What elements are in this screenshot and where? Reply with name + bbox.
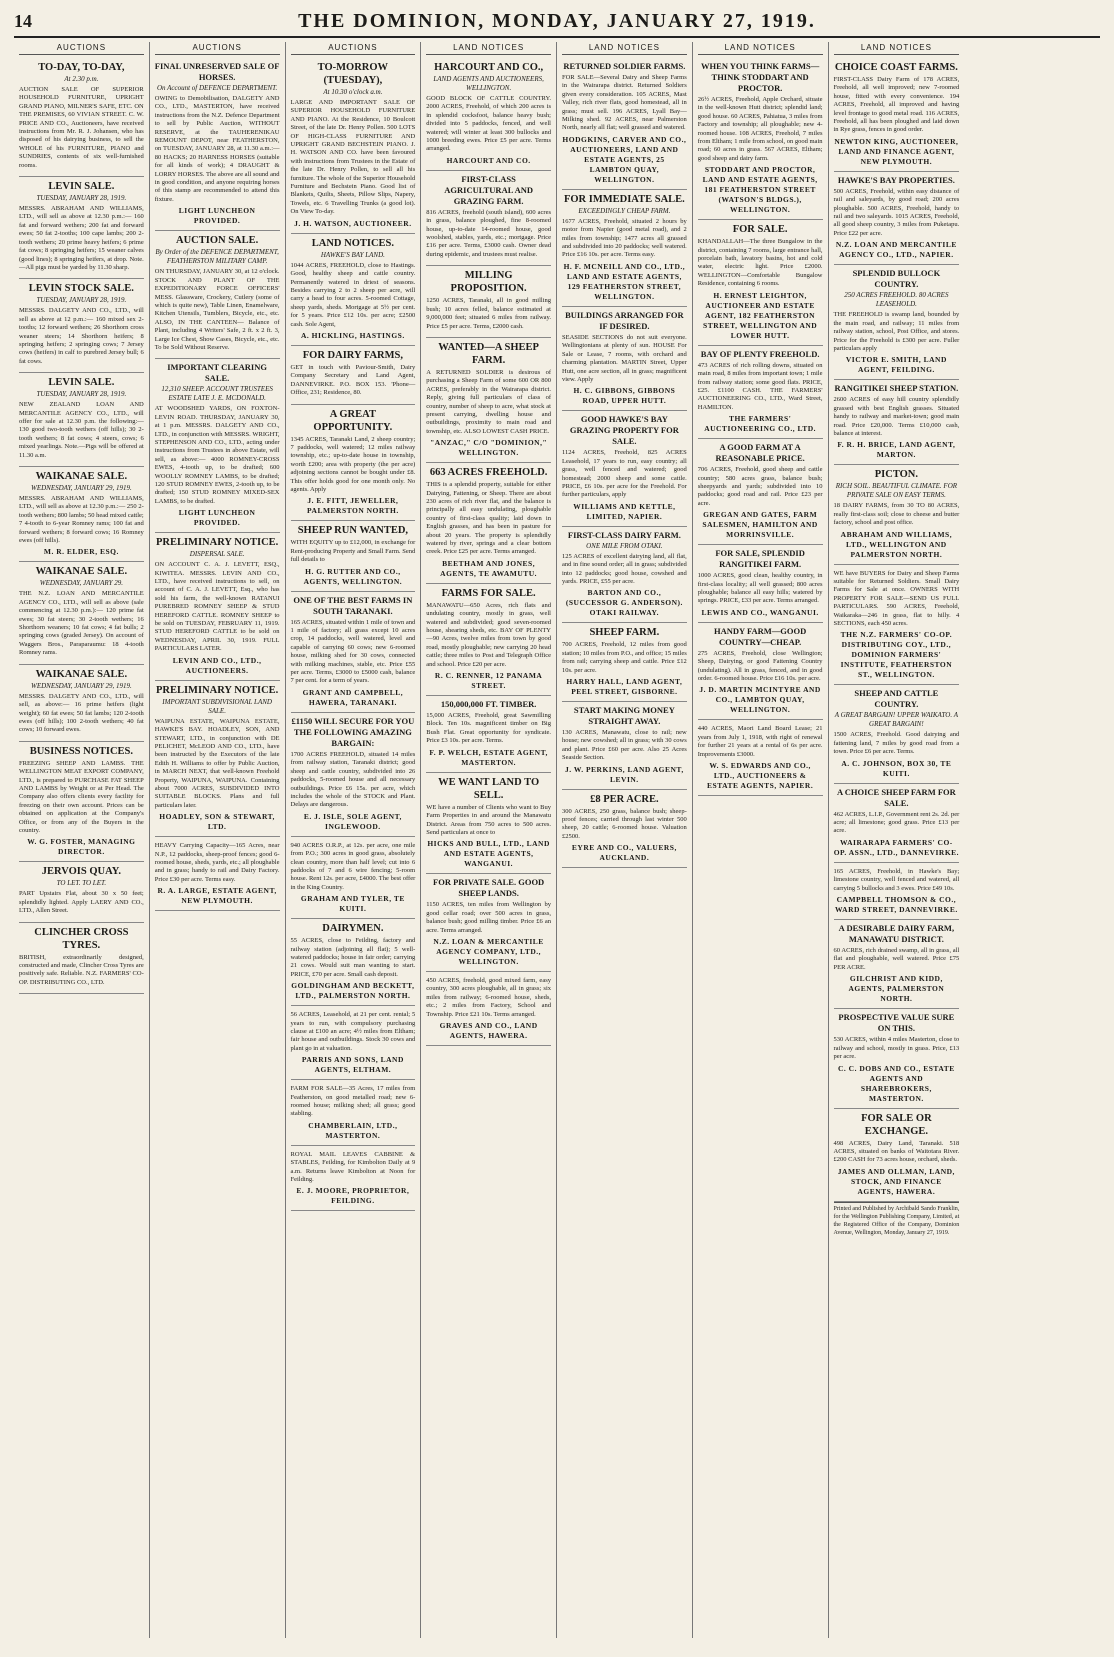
ad-agent: GREGAN AND GATES, FARM SALESMEN, HAMILTON AND MORRINSVILLE. (702, 510, 818, 540)
advertisement (291, 1006, 416, 1080)
ad-title: CLINCHER CROSS TYRES. (34, 926, 129, 951)
ad-agent: THE FARMERS' AUCTIONEERING CO., LTD. (704, 414, 817, 434)
ad-body: 165 ACRES, Freehold, in Hawke's Bay; limestone country, well fenced and watered, all carrying 5 bullocks and 3 ewes. Price £49 10s. (833, 867, 960, 892)
ad-title: MILLING PROPOSITION. (450, 270, 527, 295)
ad-agent: J. W. PERKINS, LAND AGENT, LEVIN. (565, 764, 684, 784)
advertisement (698, 623, 823, 721)
advertisement (291, 521, 416, 591)
column (14, 42, 150, 1638)
column-heading: AUCTIONS (291, 42, 416, 55)
ad-body: 940 ACRES O.R.P., at 12s. per acre, one mile from P.O.; 300 acres in good grass, absolutely clean country, more than half level; cut into 6 paddocks of 7 and 6 wire fencing; 5-room house. Rent 12s. per acre, £4000. The best offer in the King Country. (290, 841, 416, 891)
ad-body: 1500 ACRES, Freehold. Good dairying and fattening land, 7 miles by good road from a town. Price £6 per acre. Terms. (833, 731, 960, 756)
ad-body: A RETURNED SOLDIER is desirous of purchasing a Sheep Farm of some 600 OR 800 ACRES, preferably in the Wairarapa district. Reply, giving full particulars of class of country, number of sheep to acre, what stock at present carrying, dwelling house and outbuildings, proximity to main road and township, etc. ALSO LOWEST CASH PRICE. (426, 368, 551, 435)
ad-title: PRELIMINARY NOTICE. (155, 684, 279, 696)
column-heading: AUCTIONS (155, 42, 280, 55)
advertisement (834, 380, 960, 465)
ad-title: BUILDINGS ARRANGED FOR IF DESIRED. (565, 309, 684, 331)
advertisement (834, 265, 960, 380)
ad-agent: LEWIS AND CO., WANGANUI. (701, 607, 819, 617)
ad-body: 55 ACRES, close to Feilding, factory and railway station (adjoining all flat); 5 well-watered paddocks; house in fair order; carrying 21 cows. Would suit man wanting to start. PRICE, £70 per acre. Small cash deposit. (290, 937, 416, 978)
ad-agent: W. S. EDWARDS AND CO., LTD., AUCTIONEERS & ESTATE AGENTS, NAPIER. (707, 761, 814, 791)
advertisement (426, 266, 551, 338)
column-heading: LAND NOTICES (698, 42, 823, 55)
ad-title: HAWKE'S BAY PROPERTIES. (837, 174, 955, 185)
ad-body: WAIPUNA ESTATE, WAIPUNA ESTATE, HAWKE'S BAY. HOADLEY, SON, AND STEWART, LTD., in conjunction with DE PELICHET, McLEOD AND CO., LTD., have been instructed by the Executors of the late Edith H. Williams to offer by Public Auction, in MARCH NEXT, that well-known Freehold Property, WAIPUNA, WAIPUNA. Containing about 7000 ACRES, SUBDIVIDED INTO SUITABLE BLOCKS. Plans and full particulars later. (154, 717, 280, 809)
ad-agent: HICKS AND BULL, LTD., LAND AND ESTATE AGENTS, WANGANUI. (427, 839, 550, 869)
ad-body: WITH EQUITY up to £12,000, in exchange for Rent-producing Property and Small Farm. Send full details to (290, 539, 416, 564)
advertisement (834, 172, 960, 265)
advertisement (19, 58, 144, 177)
ad-subtitle: WEDNESDAY, JANUARY 29, 1919. (31, 681, 132, 690)
ad-agent: R. A. LARGE, ESTATE AGENT, NEW PLYMOUTH. (157, 886, 277, 906)
ad-body: NEW ZEALAND LOAN AND MERCANTILE AGENCY CO., LTD., will offer for sale at 12.30 p.m. the following:— 130 good two-tooth wethers (off hills); 30 2-tooth wethers; 8 fat cows; 4 steers, cows; 6 mixed yearlings. Note.—Pigs will be offered at 11.30 a.m. (19, 401, 144, 459)
column-heading: LAND NOTICES (426, 42, 551, 55)
advertisement (426, 171, 551, 266)
ad-body: OWING to Demobilisation, DALGETY AND CO., LTD., MASTERTON, have received instructions from the N.Z. Defence Department to sell by Public Auction, WITHOUT RESERVE, at the TAUHERENIKAU REMOUNT DEPOT, near FEATHERSTON, on TUESDAY, JANUARY 28, at 11.30 a.m.:— 80 HACKS; 20 HARNESS HORSES (suitable for all kinds of work); 4 DRAUGHT & LORRY HORSES. The above are all sound and in good condition, and anyone requiring horses of this stamp are recommended to attend this fixture. (154, 95, 280, 203)
advertisement (562, 307, 687, 411)
ad-subtitle: EXCEEDINGLY CHEAP FARM. (578, 206, 671, 215)
ad-agent: A. C. JOHNSON, BOX 30, TE KUITI. (841, 758, 952, 778)
column (693, 42, 829, 1638)
ad-agent: J. D. MARTIN MCINTYRE AND CO., LAMBTON QUAY, WELLINGTON. (699, 685, 821, 715)
ad-title: PROSPECTIVE VALUE SURE ON THIS. (838, 1012, 955, 1034)
ad-body: WE have BUYERS for Dairy and Sheep Farms suitable for Returned Soldiers. Small Dairy Farms for Sale at once. OWNERS WITH PROPERTY FOR SALE—SEND US FULL PARTICULARS. 590 ACRES, Freehold, Waikaraka—246 in grass, flat to hilly. 4 SECTIONS, each 450 acres. (833, 569, 960, 627)
ad-title: DAIRYMEN. (322, 923, 384, 935)
ad-agent: JAMES AND OLLMAN, LAND, STOCK, AND FINANCE AGENTS, HAWERA. (837, 1166, 955, 1196)
advertisement (426, 338, 551, 463)
advertisement (155, 58, 280, 231)
advertisement (834, 1109, 960, 1202)
ad-agent: GILCHRIST AND KIDD, AGENTS, PALMERSTON NORTH. (848, 974, 945, 1004)
ad-title: GOOD HAWKE'S BAY GRAZING PROPERTY FOR SALE. (569, 414, 679, 447)
advertisement (562, 623, 687, 702)
advertisement (834, 565, 960, 686)
ad-body: MESSRS. DALGETY AND CO., LTD., will sell, as above:— 16 prime heifers (light weight); 60 fat ewes; 50 fat lambs; 120 2-tooth ewes (off hills); 100 2-tooth wethers; 40 fat cows; 10 forward ewes. (19, 692, 144, 734)
columns (14, 42, 1100, 1638)
ad-subtitle: TO LET. TO LET. (56, 879, 107, 888)
advertisement (291, 405, 416, 522)
ad-agent: GRAVES AND CO., LAND AGENTS, HAWERA. (439, 1020, 538, 1040)
column-heading: LAND NOTICES (562, 42, 687, 55)
ad-agent: LIGHT LUNCHEON PROVIDED. (178, 508, 256, 528)
ad-agent: EYRE AND CO., VALUERS, AUCKLAND. (571, 843, 677, 863)
advertisement (19, 279, 144, 373)
ad-title: SPLENDID BULLOCK COUNTRY. (852, 268, 941, 290)
ad-title: BAY OF PLENTY FREEHOLD. (700, 348, 820, 359)
ad-title: SHEEP RUN WANTED, (297, 525, 409, 537)
ad-body: THIS is a splendid property, suitable for either Dairying, Fattening, or Sheep. There are about 230 acres of rich river flat, and the balance is principally all easy undulating, ploughable country of first-class quality; laid down in English grasses, and has been in pasture for about 20 years. The property is splendidly watered by river, springs and a clear bottom creek. Price £25 per acre. Terms arranged. (426, 481, 551, 556)
ad-title: A CHOICE SHEEP FARM FOR SALE. (836, 786, 956, 808)
ad-agent: WAIRARAPA FARMERS' CO-OP. ASSN., LTD., DANNEVIRKE. (833, 837, 960, 857)
ad-title: FOR IMMEDIATE SALE. (563, 193, 685, 205)
ad-title: FOR SALE, SPLENDID RANGITIKEI FARM. (715, 548, 805, 570)
ad-agent: VICTOR E. SMITH, LAND AGENT, FEILDING. (845, 355, 947, 375)
ad-subtitle: At 10.30 o'clock a.m. (323, 88, 383, 96)
ad-title: LEVIN SALE. (48, 181, 115, 193)
ad-subtitle: TUESDAY, JANUARY 28, 1919. (36, 296, 127, 305)
ad-title: AUCTION SALE. (175, 235, 259, 247)
ad-title: £8 PER ACRE. (590, 793, 659, 805)
advertisement (698, 439, 823, 545)
ad-title: WANTED—A SHEEP FARM. (438, 341, 539, 366)
advertisement (698, 545, 823, 623)
ad-body: MESSRS. ABRAHAM AND WILLIAMS, LTD., will sell as above at 12.30 p.m.:— 250 2-tooth wethers; 800 lambs; 50 head mixed cattle; 7 4-tooth to 6-year Romney rams; 100 fat and forward wethers; 8 forward cows; 16 Romney ewes (off hills). (19, 495, 144, 545)
advertisement (698, 220, 823, 345)
ad-body: MANAWATU—650 Acres, rich flats and undulating country, mostly in grass, well watered and subdivided; good seven-roomed house, shearing sheds, etc. BAY OF PLENTY—90 Acres, twelve miles from town by good road, mostly ploughable; new carrying 20 head cattle; three miles to Post and Telegraph Office and school. Price £20 per acre. (426, 601, 551, 668)
advertisement (155, 533, 280, 680)
ad-subtitle: At 2.30 p.m. (64, 75, 99, 83)
ad-body: 300 ACRES, 250 grass, balance bush; sheep-proof fences; carried through last winter 500 sheep, 20 cattle; 6-roomed house. Valuation £2500. (562, 807, 687, 840)
ad-agent: HODGKINS, CARVER AND CO., AUCTIONEERS, LAND AND ESTATE AGENTS, 25 LAMBTON QUAY, WELLINGTON. (562, 134, 687, 184)
ad-subtitle: On Account of DEFENCE DEPARTMENT. (156, 84, 278, 92)
column-heading: LAND NOTICES (834, 42, 960, 55)
ad-title: FIRST-CLASS DAIRY FARM. (567, 529, 681, 540)
ad-agent: H. F. MCNEILL AND CO., LTD., LAND AND ESTATE AGENTS, 129 FEATHERSTON STREET, WELLINGTON. (563, 261, 686, 301)
ad-agent: CHAMBERLAIN, LTD., MASTERTON. (308, 1120, 398, 1140)
ad-title: A GREAT OPPORTUNITY. (313, 408, 393, 433)
ad-subtitle: WEDNESDAY, JANUARY 29, 1919. (31, 484, 132, 492)
ad-body: WE have a number of Clients who want to Buy Farm Properties in and around the Manawatu District. Areas from 750 acres to 500 acres. Send particulars at once to (426, 803, 551, 836)
ad-body: 130 ACRES, Manawatu, close to rail; new house; new cowshed; all in grass; with 30 cows and plant. Price £60 per acre. Also 25 Acres Seaside Section. (562, 729, 687, 762)
ad-body: 706 ACRES, Freehold, good sheep and cattle country; 580 acres grass, balance bush; sheepyards and yards; subdivided into 10 paddocks; good road and rail. Price £23 per acre. (697, 466, 823, 507)
ad-body: 1677 ACRES, Freehold, situated 2 hours by motor from Napier (good metal road), and 2 miles from township; 1477 acres all grassed and subdivided into 20 paddocks; well watered. Price £16 10s. per acre. Terms easy. (562, 217, 687, 259)
ad-body: 56 ACRES, Leasehold, at 21 per cent. rental; 5 years to run, with compulsory purchasing clause at £100 an acre; 4½ miles from Eltham; fair house and outbuildings. Stock 30 cows and plant go in at valuation. (290, 1011, 416, 1052)
ad-title: LAND NOTICES. (311, 237, 395, 249)
advertisement (155, 359, 280, 533)
advertisement (562, 190, 687, 307)
ad-body: HEAVY Carrying Capacity—165 Acres, near N.P., 12 paddocks, sheep-proof fences; good 6-roomed house, sheds, yards, etc.; all ploughable and in grass; handy to rail and Dairy Factory. Price £30 per acre. Terms easy. (154, 842, 280, 883)
ad-body: THE FREEHOLD is swamp land, bounded by the main road, and railway; 11 miles from railway station, school, Post Office, and stores. Price for the Freehold is £300 per acre. Fuller particulars apply (833, 311, 960, 352)
advertisement (426, 584, 551, 696)
ad-body: 1700 ACRES FREEHOLD, situated 14 miles from railway station, Taranaki district; good sheep and cattle country, subdivided into 26 paddocks, 5-roomed house and all necessary outbuildings. Price £6 15s. per acre, which includes the whole of the STOCK and Plant. Delays are dangerous. (290, 750, 416, 809)
ad-subtitle: IMPORTANT SUBDIVISIONAL LAND SALE. (162, 697, 272, 715)
ad-body: 462 ACRES, L.I.P., Government rent 2s. 2d. per acre; all limestone; good grass. Price £13 per acre. (833, 810, 960, 835)
ad-agent: ABRAHAM AND WILLIAMS, LTD., WELLINGTON AND PALMERSTON NORTH. (840, 529, 953, 559)
ad-subtitle: ONE MILE FROM OTAKI. (586, 541, 663, 550)
ad-body: LARGE AND IMPORTANT SALE OF SUPERIOR HOUSEHOLD FURNITURE AND PIANO. At the Residence, 10 Boulcott Street, of the late Dr. Henry Pollen. 500 LOTS OF HIGH-CLASS FURNITURE AND UPRIGHT GRAND BECHSTEIN PIANO. J. H. WATSON AND CO. have been favoured with instructions from Trustees in the Estate of the late Dr. Henry Pollen, to sell all his furniture. The whole of the Superior Household Furniture and Bechstein Piano. Good list of Blankets, Quilts, Sheets, Pillow Slips, Napery, Towels, etc. 6 Travelling Trunks (a good lot). On View To-day. (290, 99, 416, 216)
ad-body: 26½ ACRES, Freehold, Apple Orchard, situate in the well-known Hutt district; splendid land; good house. 60 ACRES, Pahiatua, 3 miles from Factory and township; all ploughable; new 4-roomed house. 108 ACRES, Freehold, 7 miles from Eltham; 1 mile from school, on good main road; 60 acres in grass. 567 ACRES, Eltham; good sheep and dairy farm. (697, 96, 823, 162)
ad-agent: STODDART AND PROCTOR, LAND AND ESTATE AGENTS, 181 FEATHERSTON STREET (WATSON'S BLDGS.), WELLINGTON. (702, 165, 818, 215)
advertisement (291, 592, 416, 713)
ad-title: HARCOURT AND CO., (434, 62, 544, 73)
ad-body: AT WOODSHED YARDS, ON FOXTON-LEVIN ROAD. THURSDAY, JANUARY 30, at 1 p.m. MESSRS. DALGETY AND CO., LTD., in conjunction with MESSRS. WRIGHT, STEPHENSON AND CO., LTD., acting under instructions from Trustees in above Estate, will sell, as above:— 4000 ROMNEY-CROSS EWES, 4-tooth up, to be drafted; 600 WOOLLY ROMNEY LAMBS, to be drafted; 120 STUD ROMNEY EWES, 2-tooth up, to be drafted; 150 STUD ROMNEY MIXED-SEX LAMBS, to be drafted. (154, 405, 280, 505)
column (557, 42, 693, 1638)
advertisement (698, 720, 823, 796)
ad-agent: J. E. FITT, JEWELLER, PALMERSTON NORTH. (307, 496, 399, 516)
ad-agent: F. P. WELCH, ESTATE AGENT, MASTERTON. (429, 747, 548, 767)
advertisement (698, 346, 823, 439)
ad-body: 60 ACRES, rich drained swamp, all in grass, all flat and ploughable, well watered. Price £75 PER ACRE. (833, 947, 960, 971)
ad-agent: HARRY HALL, LAND AGENT, PEEL STREET, GISBORNE. (566, 677, 683, 696)
ad-title: LEVIN SALE. (48, 377, 115, 389)
ad-title: SHEEP FARM. (589, 627, 660, 639)
ad-agent: N.Z. LOAN AND MERCANTILE AGENCY CO., LTD., NAPIER. (835, 240, 957, 260)
ad-title: BUSINESS NOTICES. (29, 745, 134, 757)
advertisement (834, 863, 960, 920)
ad-agent: F. R. H. BRICE, LAND AGENT, MARTON. (837, 440, 956, 460)
ad-agent: PARRIS AND SONS, LAND AGENTS, ELTHAM. (301, 1055, 404, 1075)
ad-body: 450 ACRES, freehold, good mixed farm, easy country, 300 acres ploughable, all in grass; six miles from railway; 6-roomed house, sheds, etc.; 2 miles from Factory, School and Township. Price £21 10s. Terms arranged. (426, 976, 551, 1018)
ad-body: 1124 ACRES, Freehold, 825 ACRES Leasehold, 17 years to run, easy country; all grass, well fenced and watered; good homestead; 2000 sheep and some cattle. PRICE, £6 10s. per acre for the Freehold. For further particulars, apply (562, 449, 687, 499)
ad-agent: CAMPBELL THOMSON & CO., WARD STREET, DANNEVIRKE. (835, 895, 958, 915)
ad-title: FOR SALE. (732, 224, 788, 236)
ad-body: 18 DAIRY FARMS, from 30 TO 80 ACRES, really first-class soil; close to cheese and butter factory, school and post office. (833, 502, 960, 527)
advertisement (562, 702, 687, 790)
ad-body: 15,000 ACRES, Freehold, great Sawmilling Block. Ten 10s. magnificent timber on Big Bush Flat. Great opportunity for syndicate. Price £3 10s. per acre. Terms. (426, 712, 551, 745)
advertisement (19, 665, 144, 742)
ad-body: FIRST-CLASS Dairy Farm of 178 ACRES, Freehold, all well improved; new 7-roomed house, fitted with every convenience. 194 ACRES, Freehold, all improved and having level frontage to good metal road. 116 ACRES, Freehold, all has been ploughed and laid down in Rye grass, fences in good order. (833, 76, 960, 134)
ad-title: PICTON. (874, 469, 919, 481)
advertisement (19, 177, 144, 279)
ad-title: 663 ACRES FREEHOLD. (429, 467, 548, 479)
ad-agent: N.Z. LOAN & MERCANTILE AGENCY COMPANY, LTD., WELLINGTON. (433, 936, 544, 966)
ad-body: FOR SALE—Several Dairy and Sheep Farms in the Wairarapa district. Returned Soldiers given every consideration. 105 ACRES, Mast Valley, rich river flats, good homestead, all in grass; must sell. 196 ACRES, Lyall Bay—Milking shed. 92 ACRES, near Palmerston North, nearly all flat; well grassed and watered. (562, 74, 687, 132)
ad-body: MESSRS. DALGETY AND CO., LTD., will sell as above at 12 p.m.:— 160 mixed sex 2-tooths; 12 forward wethers; 26 Shorthorn cross weaner steers; 14 Shorthorn heifers; 8 springing heifers; 2 springing cows; 7 Jersey cows (heifers) in calf to purebred Jersey bull; 6 fat cows. (19, 307, 144, 365)
ad-body: ON THURSDAY, JANUARY 30, at 12 o'clock. STOCK AND PLANT OF THE EXPEDITIONARY FORCE OFFICERS' MESS. Glassware, Crockery, Cutlery (some of which is quite new), Table Linen, Enamelware, Kitchen Utensils, Tumblers, Bicycle, etc., etc. ALSO, IN THE CANTEEN— Balance of Plant, including 4 Writers' Safe, 2 ft. x 2 ft. 3, Large Ice Chest, Show Cases, Bicycle, etc., etc. To be Sold Without Reserve. (154, 268, 280, 351)
ad-body: 1345 ACRES, Taranaki Land, 2 sheep country; 7 paddocks, well watered; 12 miles railway township, etc.; up-to-date house in township, worth £200; area with property (the per acre) adjoining sections cannot be bought under £8. This offer holds good for one month only. No agents. Apply (290, 435, 416, 493)
column (150, 42, 286, 1638)
ad-agent: E. J. MOORE, PROPRIETOR, FEILDING. (296, 1186, 410, 1206)
advertisement (19, 862, 144, 922)
advertisement (834, 1009, 960, 1108)
ad-body: GET in touch with Paviour-Smith, Dairy Company Secretary and Land Agent, DANNEVIRKE. P.O. BOX 153. 'Phone—Office, 231; Residence, 80. (290, 363, 416, 397)
ad-body: SEASIDE SECTIONS do not suit everyone. Wellingtonians at plenty of sun. HOUSE For Sale or Lease, 7 rooms, with orchard and charming plantation. MARTIN Street, Upper Hutt, one acre section, all in grass; magnificent view. Apply (562, 333, 687, 383)
ad-subtitle: TUESDAY, JANUARY 28, 1919. (36, 194, 127, 203)
ad-agent: M. R. ELDER, ESQ. (43, 547, 119, 557)
advertisement (155, 681, 280, 837)
ad-body: 2600 ACRES of easy hill country splendidly grassed with best English grasses. Situated handy to railway and market-town; good main road. Price £20,000. Terms £10,000 cash, balance at interest. (833, 396, 960, 437)
ad-title: TO-MORROW (TUESDAY), (317, 62, 389, 86)
ad-body: 700 ACRES, Freehold, 12 miles from good station; 10 miles from P.O., and office; 15 miles from rail; carrying sheep and cattle. Price £12 10s. per acre. (562, 641, 687, 674)
advertisement (291, 837, 416, 919)
ad-agent: BEETHAM AND JONES, AGENTS, TE AWAMUTU. (440, 558, 538, 578)
ad-body: 530 ACRES, within 4 miles Masterton, close to railway and school, mostly in grass. Price, £13 per acre. (833, 1036, 960, 1061)
ad-subtitle: By Order of the DEFENCE DEPARTMENT, FEATHERSTON MILITARY CAMP. (155, 248, 279, 266)
ad-title: FOR SALE OR EXCHANGE. (861, 1112, 932, 1137)
newspaper-title: THE DOMINION, MONDAY, JANUARY 27, 1919. (298, 10, 816, 32)
advertisement (426, 463, 551, 584)
ad-title: WAIKANAE SALE. (35, 566, 128, 578)
advertisement (426, 874, 551, 972)
ad-agent: H. ERNEST LEIGHTON, AUCTIONEER AND ESTATE AGENT, 182 FEATHERSTON STREET, WELLINGTON AND LOWER HUTT. (703, 290, 818, 340)
ad-body: 473 ACRES of rich rolling downs, situated on main road, 8 miles from important town; 1 mile from railway station; some good flats. PRICE, £25. £1100 CASH. THE FARMERS' AUCTIONEERING CO., LTD., Ward Street, HAMILTON. (697, 361, 823, 411)
ad-agent: GRAHAM AND TYLER, TE KUITI. (300, 894, 405, 914)
advertisement (562, 411, 687, 526)
advertisement (19, 742, 144, 863)
ad-subtitle: 12,310 SHEEP. ACCOUNT TRUSTEES ESTATE LATE J. E. MCDONALD. (161, 385, 273, 403)
column (286, 42, 422, 1638)
advertisement (291, 58, 416, 234)
imprint: Printed and Published by Archibald Sando Franklin, for the Wellington Publishing Company, Limited, at the Registered Office of the Company, Dominion Avenue, Wellington, Monday, January 27, 1919. (834, 1202, 960, 1237)
ad-title: FOR DAIRY FARMS, (302, 349, 403, 361)
ad-agent: A. HICKLING, HASTINGS. (301, 330, 405, 340)
ad-body: GOOD BLOCK OF CATTLE COUNTRY. 2000 ACRES, Freehold, of which 200 acres is in splendid cocksfoot, balance heavy bush; divided into 5 paddocks, fenced, and well watered; will winter at least 300 bullocks and 1000 breeding ewes. Price £5 per acre. Terms arranged. (426, 95, 551, 153)
ad-agent: H. G. RUTTER AND CO., AGENTS, WELLINGTON. (303, 566, 403, 586)
ad-body: THE N.Z. LOAN AND MERCANTILE AGENCY CO., LTD., will sell as above (sale commencing at 12.30 p.m.):— 120 prime fat ewes; 30 fat steers; 30 2-tooth wethers; 16 Shorthorn weaners; 10 fat cows; 4 fat bulls; 2 springing cows (graded Jersey). On account of Waggers Bros., Paraparaumu: 18 4-tooth Romney rams. (19, 590, 144, 657)
ad-agent: HOADLEY, SON & STEWART, LTD. (159, 812, 275, 832)
ad-agent: J. H. WATSON, AUCTIONEER. (294, 218, 412, 228)
ad-subtitle: RICH SOIL. BEAUTIFUL CLIMATE. FOR PRIVATE SALE ON EASY TERMS. (835, 482, 958, 500)
advertisement (155, 837, 280, 911)
column-heading: AUCTIONS (19, 42, 144, 55)
ad-subtitle: A GREAT BARGAIN! UPPER WAIKATO. A GREAT BARGAIN! (834, 711, 959, 729)
ad-body: 275 ACRES, Freehold, close Wellington; Sheep, Dairying, or good Fattening Country (undulating). All in grass, fenced, and in good order. 6-roomed house. Price £16 10s. per acre. (697, 649, 823, 682)
ad-title: HANDY FARM—GOOD COUNTRY—CHEAP. (713, 625, 807, 647)
ad-title: SHEEP AND CATTLE COUNTRY. (854, 688, 939, 710)
advertisement (834, 784, 960, 863)
advertisement (19, 373, 144, 467)
ad-title: JERVOIS QUAY. (41, 866, 121, 878)
ad-title: FOR PRIVATE SALE. GOOD SHEEP LANDS. (433, 877, 545, 899)
ad-body: KHANDALLAH—The three Bungalow in the district, containing 7 rooms, large entrance hall, porcelain bath, lavatory basins, hot and cold water, electric light. Price £2000. WELLINGTON—Comfortable Bungalow Residence, containing 6 rooms. (697, 238, 823, 288)
advertisement (291, 1080, 416, 1146)
ad-subtitle: DISPERSAL SALE. (189, 550, 245, 559)
ad-agent: BARTON AND CO., (SUCCESSOR G. ANDERSON). OTAKI RAILWAY. (565, 588, 683, 618)
advertisement (562, 58, 687, 190)
ad-agent: C. C. DOBS AND CO., ESTATE AGENTS AND SHAREBROKERS, MASTERTON. (838, 1063, 955, 1103)
ad-agent: GOLDINGHAM AND BECKETT, LTD., PALMERSTON NORTH. (291, 981, 415, 1001)
advertisement (698, 58, 823, 220)
ad-agent: H. C. GIBBONS, GIBBONS ROAD, UPPER HUTT. (573, 386, 676, 406)
ad-title: START MAKING MONEY STRAIGHT AWAY. (573, 705, 675, 726)
advertisement (291, 919, 416, 1006)
ad-body: 1150 ACRES, ten miles from Wellington by good cellar road; over 500 acres in grass, balance bush; good milling timber. Price £6 an acre. Terms arranged. (426, 901, 551, 934)
ad-agent: LIGHT LUNCHEON PROVIDED. (178, 206, 256, 226)
ad-title: ONE OF THE BEST FARMS IN SOUTH TARANAKI. (293, 594, 413, 616)
advertisement (291, 713, 416, 837)
ad-agent: GRANT AND CAMPBELL, HAWERA, TARANAKI. (302, 687, 404, 707)
ad-body: BRITISH, extraordinarily designed, constructed and made, Clincher Cross Tyres are positively safe. Reliable. N.Z. FARMERS' CO-OP. DISTRIBUTING CO., LTD. (19, 953, 144, 986)
advertisement (19, 923, 144, 995)
ad-title: WHEN YOU THINK FARMS—THINK STODDART AND PROCTOR. (701, 61, 820, 93)
ad-body: 498 ACRES, Dairy Land, Taranaki. 518 ACRES, situated on banks of Waitotara River. £200 CASH for 73 acres house, orchard, sheds. (833, 1139, 960, 1164)
ad-subtitle: 250 ACRES FREEHOLD. 80 ACRES LEASEHOLD. (844, 291, 949, 309)
ad-title: FINAL UNRESERVED SALE OF HORSES. (154, 61, 280, 82)
ad-body: 440 ACRES, Maori Land Board Lease; 21 years from July 1, 1918, with right of renewal for further 21 years at a rental of 6s per acre. Improvements £3000. (697, 725, 823, 758)
ad-agent: NEWTON KING, AUCTIONEER, LAND AND FINANCE AGENT, NEW PLYMOUTH. (834, 136, 959, 166)
ad-body: 165 ACRES, situated within 1 mile of town and 1 mile of factory; all grass except 10 acres crop, 14 paddocks, well watered, level and capable of carrying 60 cows; new 6-roomed house, milking shed for 30 cows, connected with milking machines, stable, etc. Price £55 per acre. Terms, £3000 to £5000 cash, balance 7 per cent. for a term of years. (290, 618, 416, 685)
ad-subtitle: WEDNESDAY, JANUARY 29. (39, 579, 123, 588)
ad-title: WAIKANAE SALE. (35, 668, 128, 680)
ad-title: IMPORTANT CLEARING SALE. (167, 362, 267, 384)
ad-agent: THE N.Z. FARMERS' CO-OP. DISTRIBUTING COY., LTD., DOMINION FARMERS' INSTITUTE, FEATHERSTON ST., WELLINGTON. (840, 630, 953, 680)
advertisement (426, 773, 551, 875)
ad-agent: LEVIN AND CO., LTD., AUCTIONEERS. (172, 655, 262, 675)
ad-body: AUCTION SALE OF SUPERIOR HOUSEHOLD FURNITURE, UPRIGHT GRAND PIANO, MILNER'S SAFE, ETC. ON THE PREMISES, 60 VIVIAN STREET. C. W. PRICE AND CO., Auctioneers, have received instructions from Mr. R. J. Johansen, who has disposed of his dairying business, to sell the WHOLE of his FURNITURE, PIANO and SUNDRIES, contents of six well-furnished rooms. (19, 86, 144, 169)
ad-body: 1250 ACRES, Taranaki, all in good milling bush; 10 acres felled, balance estimated at 9,000,000 feet; situated 6 miles from railway. Price £5 per acre. Terms, £2000 cash. (426, 297, 551, 330)
ad-body: MESSRS. ABRAHAM AND WILLIAMS, LTD., will sell as above at 12.30 p.m.:— 160 fat and forward wethers; 200 fat and forward ewes; 50 fat 2-tooths; 100 cape lambs; 200 2-tooth wethers; 20 prime heavy heifers; 6 prime fat cows; 8 springing heifers; 15 weaner calves (good lines); 8 springing heifers, at drop. Note.—All pigs must be yarded by 11.30 sharp. (19, 205, 144, 271)
ad-title: FARMS FOR SALE. (441, 587, 536, 599)
ad-title: PRELIMINARY NOTICE. (155, 537, 279, 549)
advertisement (426, 696, 551, 773)
column (829, 42, 965, 1638)
ad-title: 150,000,000 FT. TIMBER. (440, 699, 537, 710)
ad-agent: R. C. RENNER, 12 PANAMA STREET. (434, 671, 543, 691)
ad-body: PART Upstairs Flat, about 30 x 50 feet; splendidly lighted. Apply LAERY AND CO., LTD., Allen Street. (19, 890, 144, 915)
ad-title: RETURNED SOLDIER FARMS. (563, 61, 686, 71)
ad-agent: W. G. FOSTER, MANAGING DIRECTOR. (27, 837, 136, 857)
advertisement (834, 58, 960, 172)
page-number: 14 (14, 11, 32, 31)
ad-body: FARM FOR SALE—35 Acres, 17 miles from Featherston, on good metalled road; new 6-roomed house; milking shed; all grass; good stabling. (290, 1085, 416, 1118)
advertisement (155, 231, 280, 359)
ad-subtitle: TUESDAY, JANUARY 28, 1919. (36, 390, 127, 399)
ad-body: 816 ACRES, freehold (south island), 600 acres in grass, balance ploughed, fine 8-roomed house, up-to-date 14-roomed house, good woolshed, stables, yards, etc.; mortgage. Price £16 per acre. Terms, £3000 cash. Owner dead during epidemic, and trustees must realise. (426, 208, 551, 258)
ad-title: RANGITIKEI SHEEP STATION. (834, 383, 959, 394)
advertisement (834, 685, 960, 783)
ad-subtitle: LAND AGENTS AND AUCTIONEERS, WELLINGTON. (433, 75, 544, 92)
advertisement (562, 790, 687, 869)
advertisement (426, 972, 551, 1046)
ad-title: A GOOD FARM AT A REASONABLE PRICE. (715, 442, 805, 464)
advertisement (426, 58, 551, 171)
ad-title: A DESIRABLE DAIRY FARM, MANAWATU DISTRICT. (838, 923, 955, 945)
ad-title: LEVIN STOCK SALE. (28, 283, 134, 295)
ad-agent: E. J. ISLE, SOLE AGENT, INGLEWOOD. (303, 811, 402, 831)
advertisement (291, 234, 416, 346)
ad-body: ON ACCOUNT C. A. J. LEVETT, ESQ., KIWITEA. MESSRS. LEVIN AND CO., LTD., have received instructions to sell, on account of C. A. J. LEVETT, Esq., who has sold his farm, the well-known RATANUI PUREBRED ROMNEY SHEEP & STUD HEREFORD CATTLE. ROMNEY SHEEP to be sold on TUESDAY, FEBRUARY 11, 1919. STUD HEREFORD CATTLE to be sold on WEDNESDAY, APRIL 30, 1919. FULL PARTICULARS LATER. (154, 561, 280, 653)
ad-title: TO-DAY, TO-DAY, (38, 62, 125, 73)
ad-agent: HARCOURT AND CO. (446, 155, 531, 165)
ad-title: FIRST-CLASS AGRICULTURAL AND GRAZING FARM. (444, 173, 533, 206)
ad-title: WAIKANAE SALE. (35, 471, 128, 482)
ad-agent: WILLIAMS AND KETTLE, LIMITED, NAPIER. (573, 501, 676, 521)
advertisement (19, 562, 144, 664)
ad-body: 125 ACRES of excellent dairying land, all flat, and in fine sound order; all in grass; subdivided into 12 paddocks; good house, cowshed and yards. PRICE, £55 per acre. (562, 552, 687, 585)
ad-agent: "ANZAC," C/O "DOMINION," WELLINGTON. (430, 438, 548, 458)
ad-body: 1044 ACRES, FREEHOLD, close to Hastings. Good, healthy sheep and cattle country. Permanently watered in driest of seasons. Besides carrying 2 to 2 sheep per acre, will carry a head to four acres. 5-roomed Cottage, sheep yards, sheds. Mortgage at 5½ per cent. for 5 years. Price £12 10s. per acre; £2500 cash. Sole Agent, (290, 261, 416, 328)
ad-body: ROYAL MAIL LEAVES CABBINE & STABLES, Feilding, for Kimbolton Daily at 9 a.m. Returns leave Kimbolton at Noon for Feilding. (290, 1150, 416, 1184)
ad-title: £1150 WILL SECURE FOR YOU THE FOLLOWING AMAZING BARGAIN: (291, 715, 415, 748)
advertisement (562, 527, 687, 624)
ad-title: WE WANT LAND TO SELL. (438, 776, 540, 801)
ad-body: 500 ACRES, Freehold, within easy distance of rail and saleyards, by good road; 200 acres ploughable. 500 ACRES, Freehold, handy to rail and two saleyards. 1015 ACRES, Freehold, all good sheep country, 3 miles from Puketapu. Price £22 per acre. (833, 187, 960, 237)
ad-body: FREEZING SHEEP AND LAMBS. THE WELLINGTON MEAT EXPORT COMPANY, LTD., is prepared to PURCHASE FAT SHEEP AND LAMBS by Weight or at Per Head. The Company also offers clients every facility for freezing on their own account. Prices can be obtained on application at the Company's Office, or from any of the Buyers in the country. (19, 759, 144, 834)
ad-title: CHOICE COAST FARMS. (834, 62, 958, 73)
advertisement (291, 346, 416, 405)
column (421, 42, 557, 1638)
advertisement (19, 467, 144, 562)
masthead (14, 10, 1100, 38)
ad-body: 1000 ACRES, good clean, healthy country, in first-class locality; all well grassed; 800 acres ploughable; balance all easy hills; watered by springs. PRICE, £33 per acre. Terms arranged. (697, 572, 823, 605)
advertisement (291, 1146, 416, 1212)
advertisement (834, 465, 960, 564)
ad-subtitle: HAWKE'S BAY LAND. (320, 250, 385, 259)
advertisement (834, 920, 960, 1009)
